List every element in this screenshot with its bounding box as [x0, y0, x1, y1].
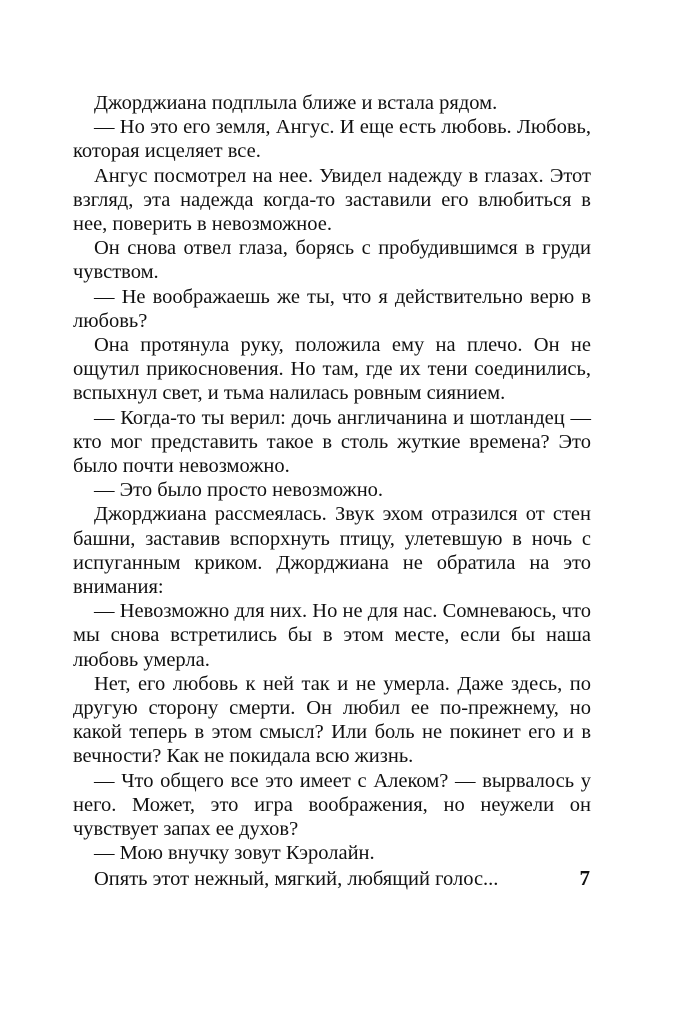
paragraph: Ангус посмотрел на нее. Увидел надежду в глазах. Этот взгляд, эта надежда когда-то заставили его влюбиться в нее, поверить в невозможное.	[73, 164, 591, 236]
paragraph: Нет, его любовь к ней так и не умерла. Даже здесь, по другую сторону смерти. Он любил ее по-прежнему, но какой теперь в этом смысл? Или боль не покинет его и в вечности? Как не покидала всю жизнь.	[73, 672, 591, 768]
paragraph: — Когда-то ты верил: дочь англичанина и шотландец — кто мог представить такое в столь жуткие времена? Это было почти невозможно.	[73, 406, 591, 478]
paragraph: — Но это его земля, Ангус. И еще есть любовь. Любовь, которая исцеляет все.	[73, 116, 591, 163]
paragraph: — Это было просто невозможно.	[94, 479, 384, 502]
paragraph: Он снова отвел глаза, борясь с пробудившимся в груди чувством.	[73, 237, 591, 284]
paragraph: — Не воображаешь же ты, что я действительно верю в любовь?	[73, 285, 591, 332]
last-line-row	[73, 866, 591, 891]
page-number: 7	[579, 865, 590, 890]
page-body	[73, 91, 591, 891]
last-line-text: Опять этот нежный, мягкий, любящий голос...	[94, 867, 499, 890]
paragraph: Она протянула руку, положила ему на плечо. Он не ощутил прикосновения. Но там, где их тени соединились, вспыхнул свет, и тьма налилась ровным сиянием.	[73, 334, 591, 405]
paragraph: Джорджиана рассмеялась. Звук эхом отразился от стен башни, заставив вспорхнуть птицу, улетевшую в ночь с испуганным криком. Джорджиана не обратила на это внимания:	[73, 503, 591, 599]
paragraph: — Мою внучку зовут Кэролайн.	[94, 842, 375, 865]
paragraph: Джорджиана подплыла ближе и встала рядом.	[94, 92, 498, 114]
paragraph: — Что общего все это имеет с Алеком? — вырвалось у него. Может, это игра воображения, но неужели он чувствует запах ее духов?	[73, 769, 591, 841]
paragraph: — Невозможно для них. Но не для нас. Сомневаюсь, что мы снова встретились бы в этом месте, если бы наша любовь умерла.	[73, 600, 591, 671]
